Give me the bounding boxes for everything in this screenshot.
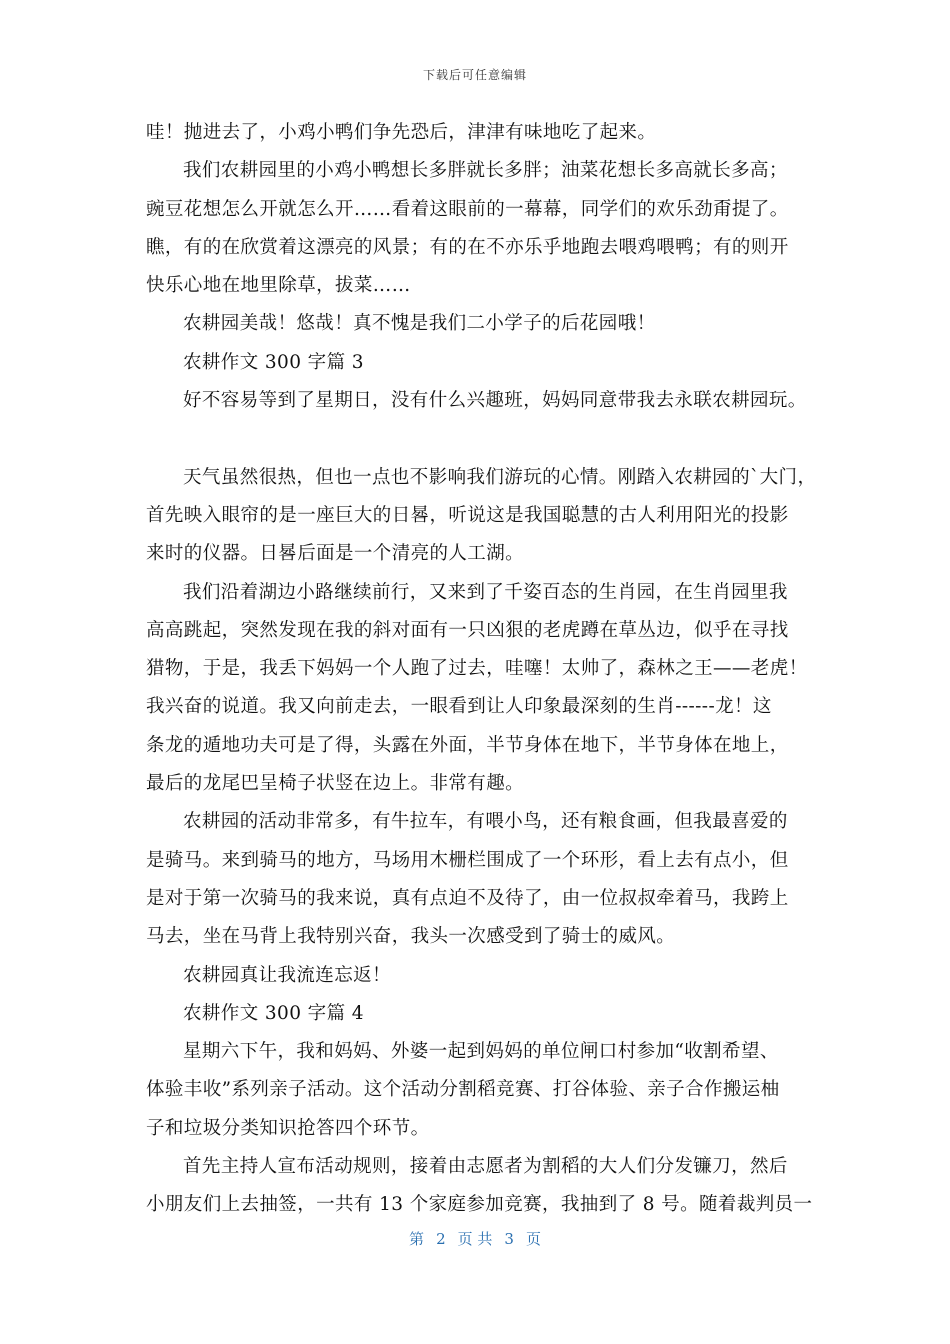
text-line: 农耕园的活动非常多，有牛拉车，有喂小鸟，还有粮食画，但我最喜爱的 [183,811,788,833]
text-line: 我兴奋的说道。我又向前走去，一眼看到让人印象最深刻的生肖------龙！这 [146,696,772,718]
total-pages-number: 3 [504,1230,514,1248]
footer-suffix: 页 [525,1230,541,1248]
text-line: 哇！抛进去了，小鸡小鸭们争先恐后，津津有味地吃了起来。 [146,122,657,143]
page-footer [0,1228,950,1249]
text-line: 条龙的遁地功夫可是了得，头露在外面，半节身体在地下，半节身体在地上， [146,734,789,756]
text-line: 猎物，于是，我丢下妈妈一个人跑了过去，哇噻！太帅了，森林之王——老虎！ [146,658,808,680]
text-line: 星期六下午，我和妈妈、外婆一起到妈妈的单位闸口村参加“收割希望、 [183,1041,779,1063]
text-line: 马去，坐在马背上我特别兴奋，我头一次感受到了骑士的威风。 [146,926,676,948]
text-line: 农耕作文 300 字篇 3 [183,351,364,373]
text-line: 高高跳起，突然发现在我的斜对面有一只凶狠的老虎蹲在草丛边，似乎在寻找 [146,619,789,641]
blank-line [146,420,816,458]
text-line: 天气虽然很热，但也一点也不影响我们游玩的心情。刚踏入农耕园的`大门， [183,466,817,488]
current-page-number: 2 [436,1230,446,1248]
text-line: 农耕作文 300 字篇 4 [183,1002,364,1024]
text-line: 快乐心地在地里除草，拔菜…… [146,275,411,297]
text-line: 豌豆花想怎么开就怎么开……看着这眼前的一幕幕，同学们的欢乐劲甭提了。 [146,198,789,220]
text-line: 是对于第一次骑马的我来说，真有点迫不及待了，由一位叔叔牵着马，我跨上 [146,887,789,909]
text-line: 是骑马。来到骑马的地方，马场用木栅栏围成了一个环形，看上去有点小，但 [146,849,789,871]
text-line: 小朋友们上去抽签，一共有 13 个家庭参加竞赛，我抽到了 8 号。随着裁判员一 [146,1194,813,1216]
text-line: 农耕园美哉！悠哉！真不愧是我们二小学子的后花园哦！ [183,313,656,335]
document-body [146,114,816,1225]
text-line: 我们农耕园里的小鸡小鸭想长多胖就长多胖；油菜花想长多高就长多高； [183,160,788,182]
footer-middle: 页 共 [457,1230,493,1248]
text-line: 来时的仪器。日晷后面是一个清亮的人工湖。 [146,543,525,565]
text-line: 我们沿着湖边小路继续前行，又来到了千姿百态的生肖园，在生肖园里我 [183,581,788,603]
text-line: 子和垃圾分类知识抢答四个环节。 [146,1117,430,1139]
text-line: 瞧，有的在欣赏着这漂亮的风景；有的在不亦乐乎地跑去喂鸡喂鸭；有的则开 [146,236,789,258]
page-header: 下载后可任意编辑 [422,68,527,82]
text-line: 首先主持人宣布活动规则，接着由志愿者为割稻的大人们分发镰刀，然后 [183,1156,788,1178]
text-line: 体验丰收”系列亲子活动。这个活动分割稻竞赛、打谷体验、亲子合作搬运柚 [146,1079,780,1101]
text-line: 首先映入眼帘的是一座巨大的日晷，听说这是我国聪慧的古人利用阳光的投影 [146,504,789,526]
text-line: 好不容易等到了星期日，没有什么兴趣班，妈妈同意带我去永联农耕园玩。 [183,390,807,412]
text-line: 农耕园真让我流连忘返！ [183,964,391,986]
text-line: 最后的龙尾巴呈椅子状竖在边上。非常有趣。 [146,773,525,795]
footer-prefix: 第 [409,1230,425,1248]
